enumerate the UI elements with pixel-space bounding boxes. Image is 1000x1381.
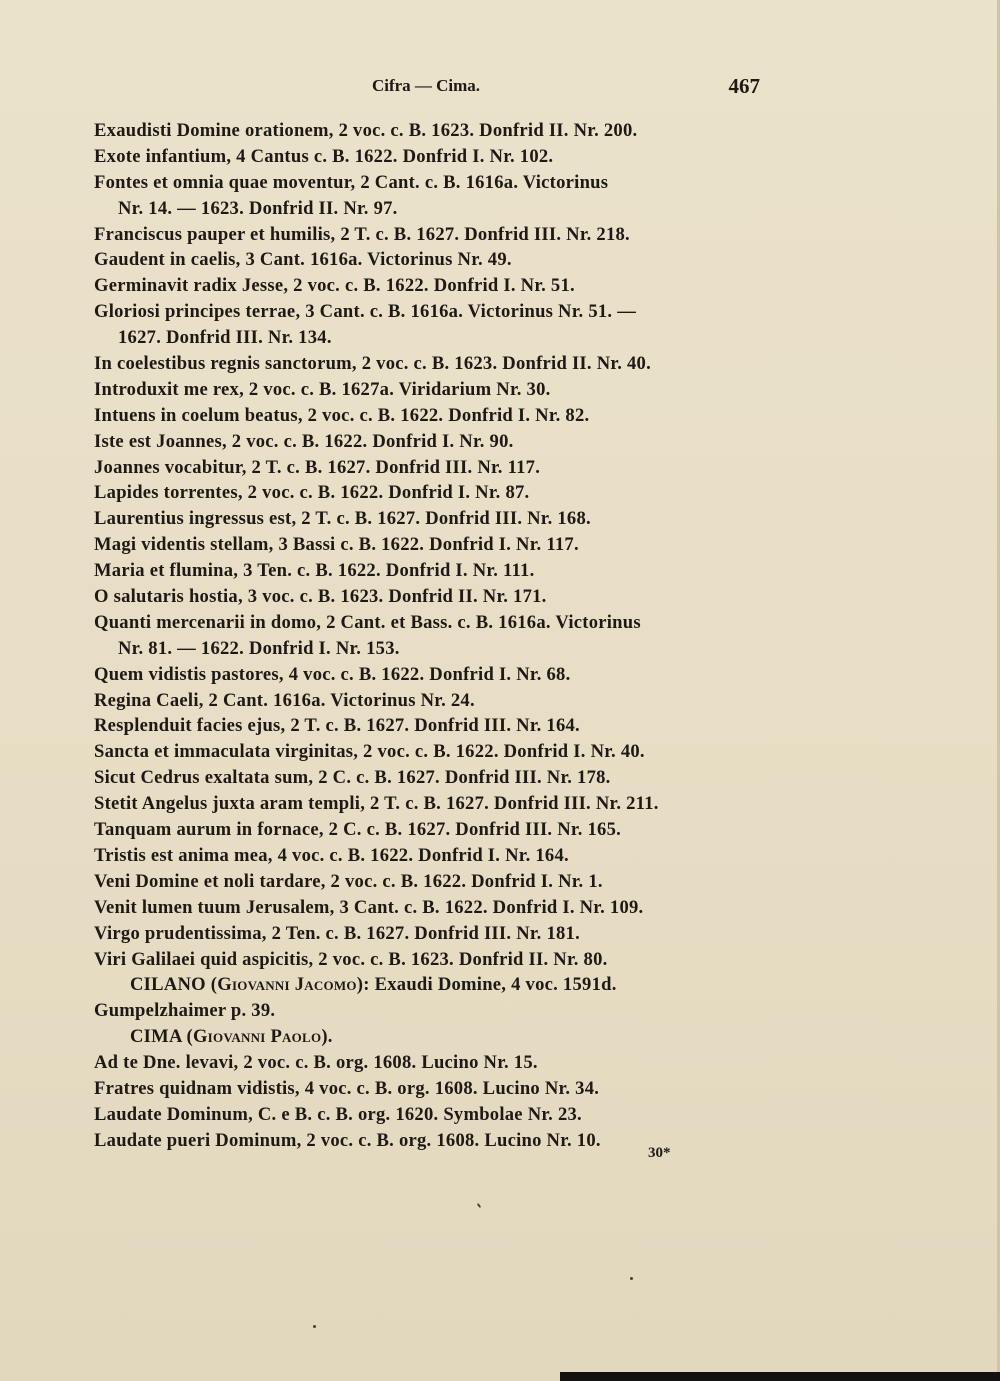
catalog-entry: Intuens in coelum beatus, 2 voc. c. B. 1622. Donfrid I. Nr. 82.: [94, 404, 590, 426]
running-title: Cifra — Cima.: [371, 76, 481, 95]
catalog-entry: Laurentius ingressus est, 2 T. c. B. 1627. Donfrid III. Nr. 168.: [94, 508, 591, 530]
catalog-entry: Gaudent in caelis, 3 Cant. 1616a. Victorinus Nr. 49.: [94, 249, 512, 271]
scan-edge-shadow: [560, 1372, 1000, 1381]
catalog-entry: Tanquam aurum in fornace, 2 C. c. B. 1627. Donfrid III. Nr. 165.: [94, 819, 622, 841]
catalog-entry: Ad te Dne. levavi, 2 voc. c. B. org. 1608. Lucino Nr. 15.: [94, 1052, 538, 1074]
signature-mark: 30*: [648, 1145, 671, 1161]
composer-name: CILANO: [130, 974, 206, 996]
catalog-entry: Viri Galilaei quid aspicitis, 2 voc. c. B. 1623. Donfrid II. Nr. 80.: [94, 948, 608, 970]
catalog-entry: Joannes vocabitur, 2 T. c. B. 1627. Donfrid III. Nr. 117.: [94, 456, 541, 478]
composer-entry-continuation: Gumpelzhaimer p. 39.: [94, 1000, 276, 1022]
catalog-entry: Sicut Cedrus exaltata sum, 2 C. c. B. 1627. Donfrid III. Nr. 178.: [94, 767, 611, 789]
composer-heading-cima: [94, 1024, 762, 1050]
catalog-entry: Germinavit radix Jesse, 2 voc. c. B. 1622. Donfrid I. Nr. 51.: [94, 275, 575, 297]
catalog-entry: Iste est Joannes, 2 voc. c. B. 1622. Donfrid I. Nr. 90.: [94, 430, 514, 452]
catalog-entry: Virgo prudentissima, 2 Ten. c. B. 1627. Donfrid III. Nr. 181.: [94, 922, 581, 944]
catalog-entry: Magi videntis stellam, 3 Bassi c. B. 1622. Donfrid I. Nr. 117.: [94, 534, 579, 556]
catalog-entry: Fontes et omnia quae moventur, 2 Cant. c. B. 1616a. Victorinus: [94, 171, 609, 193]
page-header: [92, 74, 760, 104]
catalog-entry: Exote infantium, 4 Cantus c. B. 1622. Donfrid I. Nr. 102.: [94, 145, 554, 167]
catalog-entry: Franciscus pauper et humilis, 2 T. c. B. 1627. Donfrid III. Nr. 218.: [94, 223, 630, 245]
catalog-entry: Regina Caeli, 2 Cant. 1616a. Victorinus Nr. 24.: [94, 689, 475, 711]
catalog-entry-continuation: Nr. 81. — 1622. Donfrid I. Nr. 153.: [118, 637, 400, 659]
composer-given-names: (Giovanni Jacomo):: [210, 974, 370, 996]
catalog-entry: Exaudisti Domine orationem, 2 voc. c. B. 1623. Donfrid II. Nr. 200.: [94, 120, 638, 141]
catalog-entry: Gloriosi principes terrae, 3 Cant. c. B. 1616a. Victorinus Nr. 51. —: [94, 301, 637, 323]
catalog-entry: Quem vidistis pastores, 4 voc. c. B. 1622. Donfrid I. Nr. 68.: [94, 663, 571, 685]
paper-speck: [313, 1325, 316, 1328]
paper-speck: [630, 1277, 633, 1280]
catalog-text: [94, 118, 762, 1154]
catalog-entry: Lapides torrentes, 2 voc. c. B. 1622. Donfrid I. Nr. 87.: [94, 482, 530, 504]
composer-given-names: (Giovanni Paolo).: [186, 1026, 333, 1048]
catalog-entry: Resplenduit facies ejus, 2 T. c. B. 1627. Donfrid III. Nr. 164.: [94, 715, 580, 737]
catalog-entry: Stetit Angelus juxta aram templi, 2 T. c. B. 1627. Donfrid III. Nr. 211.: [94, 793, 659, 815]
catalog-entry: Fratres quidnam vidistis, 4 voc. c. B. org. 1608. Lucino Nr. 34.: [94, 1077, 600, 1099]
catalog-entry: Introduxit me rex, 2 voc. c. B. 1627a. Viridarium Nr. 30.: [94, 378, 551, 400]
catalog-entry: O salutaris hostia, 3 voc. c. B. 1623. Donfrid II. Nr. 171.: [94, 586, 547, 608]
page-number: 467: [728, 74, 760, 98]
composer-name: CIMA: [130, 1026, 182, 1048]
composer-work: Exaudi Domine, 4 voc. 1591d.: [374, 974, 617, 996]
catalog-entry-continuation: Nr. 14. — 1623. Donfrid II. Nr. 97.: [118, 197, 398, 219]
catalog-entry: Venit lumen tuum Jerusalem, 3 Cant. c. B. 1622. Donfrid I. Nr. 109.: [94, 896, 644, 918]
catalog-entry: Quanti mercenarii in domo, 2 Cant. et Bass. c. B. 1616a. Victorinus: [94, 611, 641, 633]
catalog-entry-continuation: 1627. Donfrid III. Nr. 134.: [118, 327, 332, 349]
catalog-entry: Veni Domine et noli tardare, 2 voc. c. B. 1622. Donfrid I. Nr. 1.: [94, 870, 603, 892]
catalog-entry: Maria et flumina, 3 Ten. c. B. 1622. Donfrid I. Nr. 111.: [94, 560, 535, 582]
catalog-entry: Tristis est anima mea, 4 voc. c. B. 1622. Donfrid I. Nr. 164.: [94, 844, 569, 866]
composer-heading-cilano: [94, 972, 762, 998]
catalog-entry: In coelestibus regnis sanctorum, 2 voc. c. B. 1623. Donfrid II. Nr. 40.: [94, 353, 651, 375]
catalog-entry: Laudate pueri Dominum, 2 voc. c. B. org. 1608. Lucino Nr. 10.: [94, 1129, 601, 1151]
catalog-entry: Laudate Dominum, C. e B. c. B. org. 1620. Symbolae Nr. 23.: [94, 1103, 582, 1125]
paper-speck: [477, 1203, 482, 1208]
catalog-entry: Sancta et immaculata virginitas, 2 voc. c. B. 1622. Donfrid I. Nr. 40.: [94, 741, 645, 763]
